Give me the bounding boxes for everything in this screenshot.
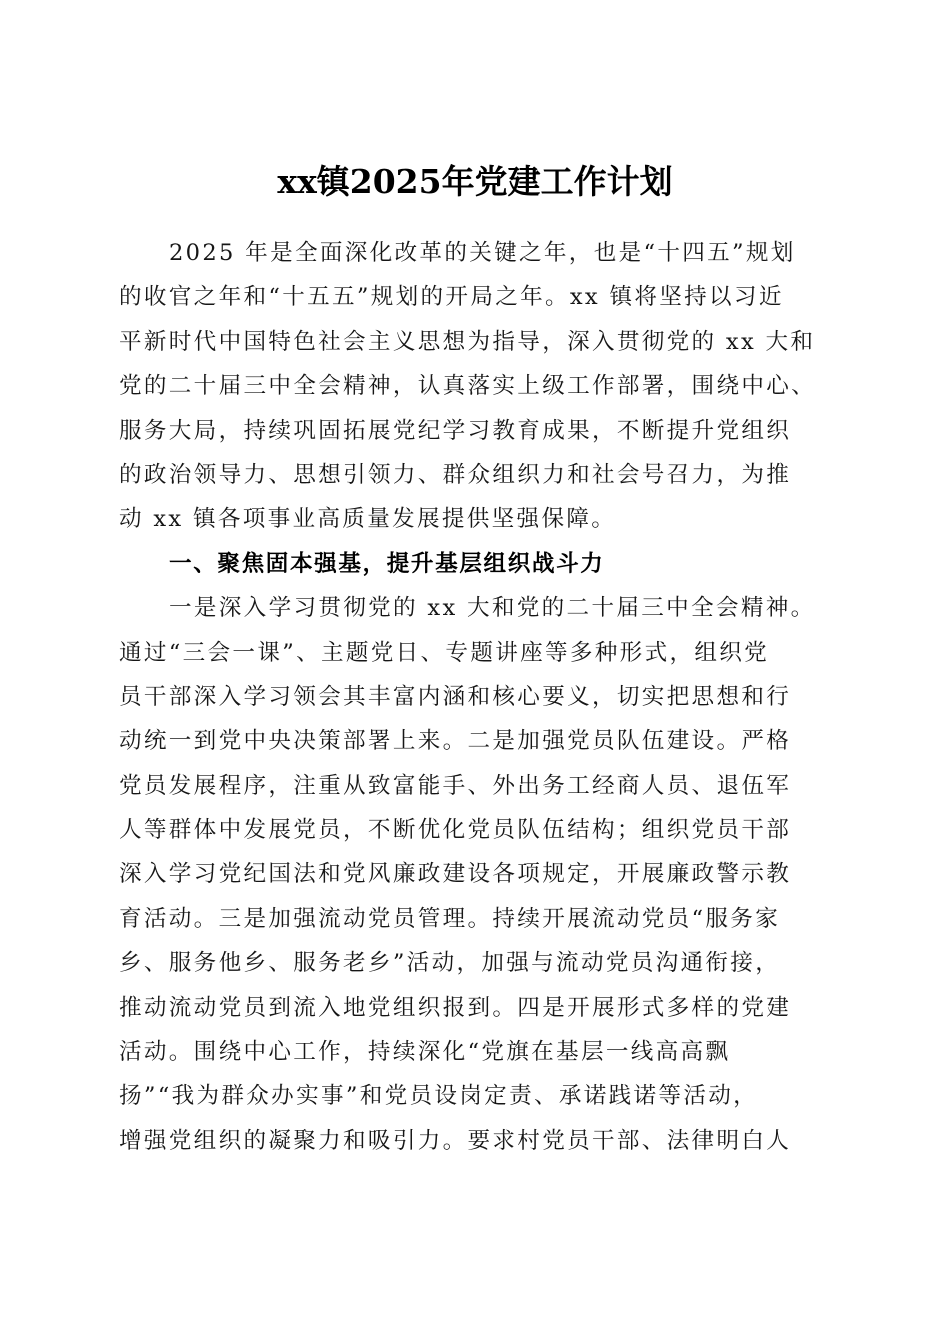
paragraph-line: 乡、服务他乡、服务老乡”活动，加强与流动党员沟通衔接，	[119, 950, 781, 977]
paragraph-line: 的政治领导力、思想引领力、群众组织力和社会号召力，为推	[119, 461, 792, 488]
paragraph-line: 动 xx 镇各项事业高质量发展提供坚强保障。	[119, 506, 617, 533]
paragraph-line: 通过“三会一课”、主题党日、专题讲座等多种形式，组织党	[119, 639, 770, 666]
paragraph-line: 一是深入学习贯彻党的 xx 大和党的二十届三中全会精神。	[169, 595, 816, 622]
paragraph-line: 育活动。三是加强流动党员管理。持续开展流动党员“服务家	[119, 905, 781, 932]
paragraph-line: 服务大局，持续巩固拓展党纪学习教育成果，不断提升党组织	[119, 417, 792, 444]
paragraph-line: 2025 年是全面深化改革的关键之年，也是“十四五”规划	[169, 240, 796, 266]
paragraph-line: 推动流动党员到流入地党组织报到。四是开展形式多样的党建	[119, 994, 792, 1021]
paragraph-line: 扬”“我为群众办实事”和党员设岗定责、承诺践诺等活动，	[119, 1083, 759, 1110]
paragraph-line: 活动。围绕中心工作，持续深化“党旗在基层一线高高飘	[119, 1039, 731, 1066]
paragraph-line: 党员发展程序，注重从致富能手、外出务工经商人员、退伍军	[119, 772, 792, 799]
document-body	[119, 231, 831, 1163]
paragraph-line: 动统一到党中央决策部署上来。二是加强党员队伍建设。严格	[119, 728, 792, 755]
paragraph-line: 员干部深入学习领会其丰富内涵和核心要义，切实把思想和行	[119, 683, 792, 710]
paragraph-line: 平新时代中国特色社会主义思想为指导，深入贯彻党的 xx 大和	[119, 328, 816, 355]
paragraph-line: 增强党组织的凝聚力和吸引力。要求村党员干部、法律明白人	[119, 1127, 792, 1154]
paragraph-line: 党的二十届三中全会精神，认真落实上级工作部署，围绕中心、	[119, 373, 817, 400]
paragraph-line: 深入学习党纪国法和党风廉政建设各项规定，开展廉政警示教	[119, 861, 792, 888]
paragraph-line: 的收官之年和“十五五”规划的开局之年。xx 镇将坚持以习近	[119, 284, 784, 311]
section-heading: 一、聚焦固本强基，提升基层组织战斗力	[169, 550, 605, 577]
paragraph-line: 人等群体中发展党员，不断优化党员队伍结构；组织党员干部	[119, 817, 792, 844]
document-title: xx镇2025年党建工作计划	[277, 162, 673, 202]
